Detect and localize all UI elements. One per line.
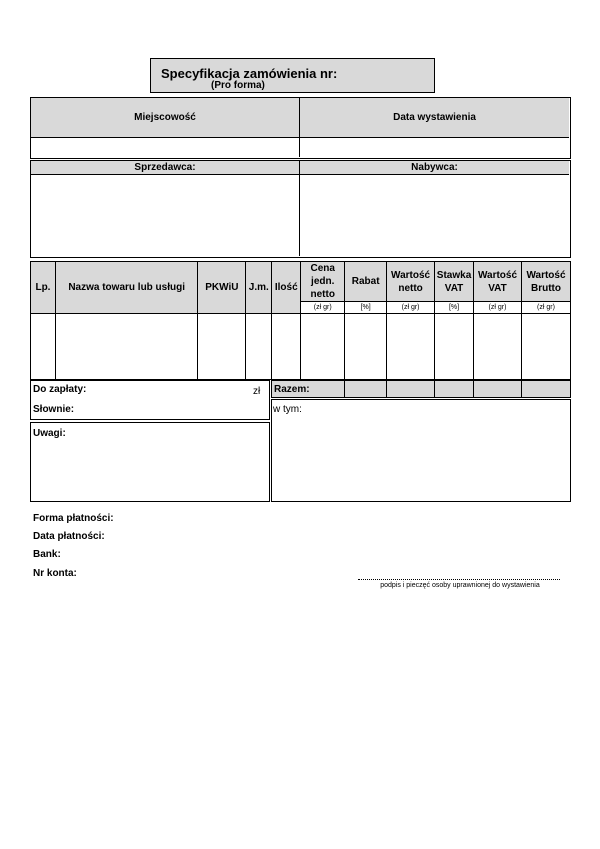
currency-label: zł: [253, 386, 261, 397]
notes-box[interactable]: [30, 422, 270, 502]
col-unit-unit-price: (zł gr): [301, 302, 345, 314]
including-box[interactable]: [271, 399, 571, 502]
col-unit-vat-rate: [%]: [435, 302, 474, 314]
sum-label: Razem:: [272, 381, 345, 398]
col-header-gross-value: Wartość Brutto: [521, 262, 570, 302]
notes-label: Uwagi:: [33, 428, 66, 439]
parties-section: [30, 160, 571, 258]
col-header-unit-price: Cena jedn. netto: [301, 262, 345, 302]
col-header-vat-rate: Stawka VAT: [435, 262, 474, 302]
col-header-discount: Rabat: [345, 262, 387, 302]
cell-gross-value[interactable]: [521, 314, 570, 380]
table-row: [31, 314, 571, 380]
col-unit-discount: [%]: [345, 302, 387, 314]
sum-vat-rate: [435, 381, 474, 398]
title-box: [150, 58, 435, 93]
place-field[interactable]: [31, 138, 300, 157]
col-unit-vat-value: (zł gr): [474, 302, 522, 314]
in-words-label: Słownie:: [33, 404, 75, 415]
buyer-field[interactable]: [300, 175, 569, 256]
bank-label: Bank:: [33, 549, 61, 560]
col-header-quantity: Ilość: [272, 262, 301, 314]
payment-date-label: Data płatności:: [33, 531, 105, 542]
document-title: Specyfikacja zamówienia nr:: [161, 66, 338, 81]
date-label: Data wystawienia: [300, 98, 569, 138]
account-number-label: Nr konta:: [33, 568, 77, 579]
cell-pkwiu[interactable]: [198, 314, 246, 380]
to-pay-box: [30, 380, 270, 420]
col-header-unit: J.m.: [246, 262, 272, 314]
signature-line[interactable]: [358, 579, 560, 580]
cell-name[interactable]: [55, 314, 197, 380]
document-subtitle: (Pro forma): [211, 80, 265, 91]
cell-net-value[interactable]: [387, 314, 435, 380]
col-header-vat-value: Wartość VAT: [474, 262, 522, 302]
sum-net-value[interactable]: [387, 381, 435, 398]
to-pay-label: Do zapłaty:: [33, 384, 87, 395]
cell-lp[interactable]: [31, 314, 56, 380]
col-header-name: Nazwa towaru lub usługi: [55, 262, 197, 314]
including-label: w tym:: [273, 404, 302, 415]
seller-field[interactable]: [31, 175, 300, 256]
signature-caption: podpis i pieczęć osoby uprawnionej do wystawienia: [380, 582, 540, 589]
payment-method-label: Forma płatności:: [33, 513, 114, 524]
sum-gross-value[interactable]: [522, 381, 571, 398]
buyer-label: Nabywca:: [300, 161, 569, 175]
date-field[interactable]: [300, 138, 569, 157]
col-header-pkwiu: PKWiU: [198, 262, 246, 314]
col-header-net-value: Wartość netto: [387, 262, 435, 302]
cell-discount[interactable]: [345, 314, 387, 380]
sum-row: [271, 380, 571, 398]
cell-quantity[interactable]: [272, 314, 301, 380]
place-label: Miejscowość: [31, 98, 300, 138]
col-unit-gross-value: (zł gr): [521, 302, 570, 314]
cell-vat-value[interactable]: [474, 314, 522, 380]
seller-label: Sprzedawca:: [31, 161, 300, 175]
col-unit-net-value: (zł gr): [387, 302, 435, 314]
place-date-section: [30, 97, 571, 159]
cell-vat-rate[interactable]: [435, 314, 474, 380]
sum-discount: [345, 381, 387, 398]
col-header-lp: Lp.: [31, 262, 56, 314]
sum-vat-value[interactable]: [474, 381, 522, 398]
items-table: [30, 261, 571, 380]
cell-unit-price[interactable]: [301, 314, 345, 380]
cell-unit[interactable]: [246, 314, 272, 380]
